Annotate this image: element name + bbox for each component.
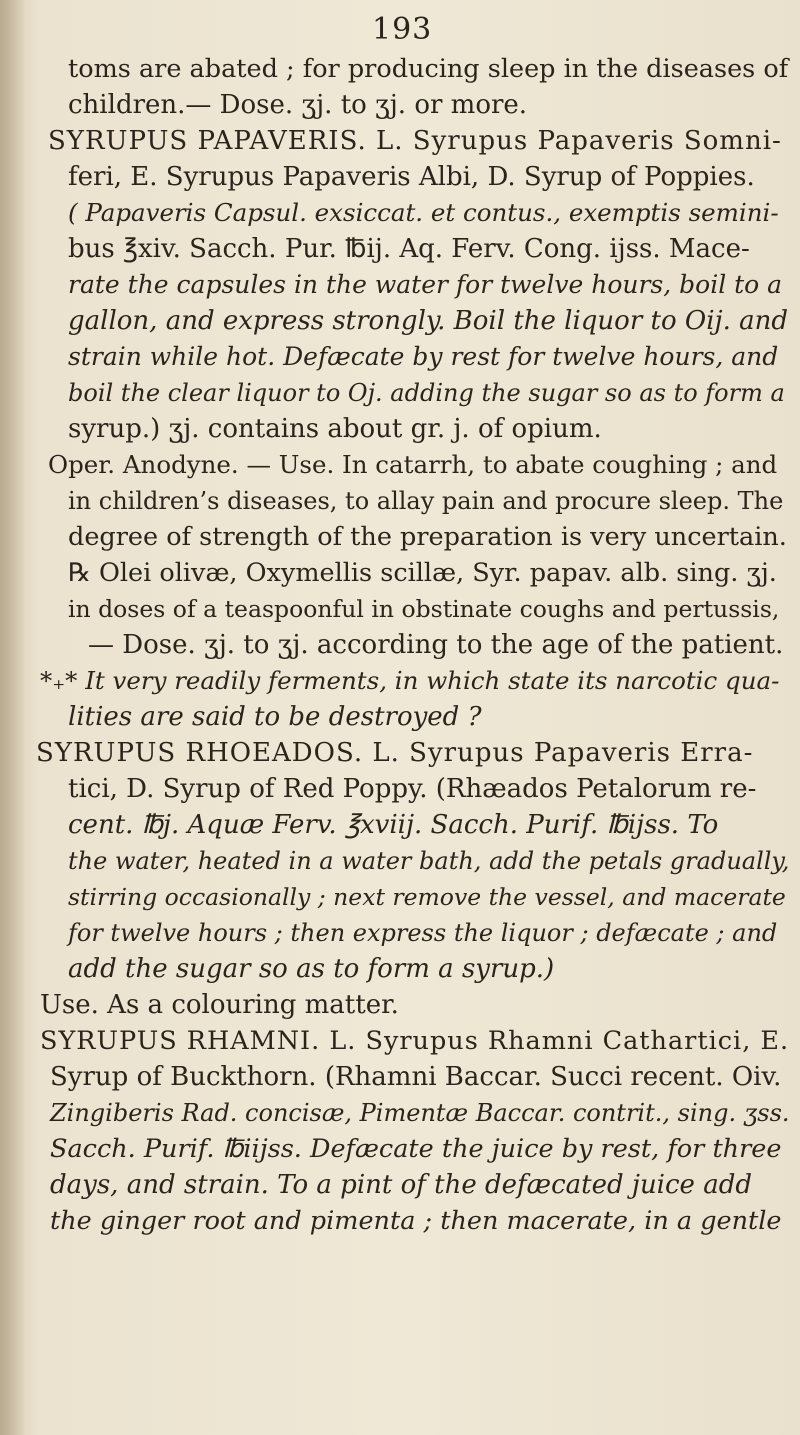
text-line: add the sugar so as to form a syrup.) <box>68 954 555 984</box>
text-line: Syrup of Buckthorn. (Rhamni Baccar. Succi recent. Oiv. <box>50 1062 782 1092</box>
text-line: in children’s diseases, to allay pain and procure sleep. The <box>68 487 784 515</box>
text-line: degree of strength of the preparation is very uncertain. <box>68 522 787 552</box>
text-line: days, and strain. To a pint of the defæcated juice add <box>50 1170 752 1200</box>
text-line: feri, E. Syrupus Papaveris Albi, D. Syrup of Poppies. <box>68 162 755 192</box>
entry-heading-line: SYRUPUS RHAMNI. L. Syrupus Rhamni Cathartici, E. <box>40 1026 790 1056</box>
text-line: rate the capsules in the water for twelve hours, boil to a <box>68 270 783 299</box>
text-line: for twelve hours ; then express the liquor ; defæcate ; and <box>68 919 778 947</box>
page-number: 193 <box>372 12 433 47</box>
entry-heading-line: SYRUPUS RHOEADOS. L. Syrupus Papaveris Erra- <box>36 738 754 768</box>
text-line: stirring occasionally ; next remove the vessel, and macerate <box>68 883 786 911</box>
text-line: the ginger root and pimenta ; then macerate, in a gentle <box>50 1206 782 1236</box>
text-line: syrup.) ʒj. contains about gr. j. of opium. <box>68 414 602 444</box>
text-line: tici, D. Syrup of Red Poppy. (Rhæados Petalorum re- <box>68 774 757 804</box>
binding-shadow <box>0 0 26 1435</box>
text-line: Sacch. Purif. ℔iijss. Defæcate the juice by rest, for three <box>50 1134 782 1164</box>
text-line: strain while hot. Defæcate by rest for twelve hours, and <box>68 342 779 371</box>
text-line: bus ℥xiv. Sacch. Pur. ℔ij. Aq. Ferv. Cong. ijss. Mace- <box>68 234 750 264</box>
text-line: Oper. Anodyne. — Use. In catarrh, to abate coughing ; and <box>48 450 778 479</box>
text-line: ℞ Olei olivæ, Oxymellis scillæ, Syr. papav. alb. sing. ʒj. <box>68 558 777 588</box>
text-line: lities are said to be destroyed ? <box>68 702 482 732</box>
text-line: cent. ℔j. Aquæ Ferv. ℥xviij. Sacch. Purif. ℔ijss. To <box>68 810 719 840</box>
text-line: ( Papaveris Capsul. exsiccat. et contus., exemptis semini- <box>68 198 779 227</box>
text-line: Zingiberis Rad. concisæ, Pimentæ Baccar. contrit., sing. ʒss. <box>50 1099 790 1127</box>
text-line: in doses of a teaspoonful in obstinate coughs and pertussis, <box>68 595 780 623</box>
text-line: toms are abated ; for producing sleep in the diseases of <box>68 54 789 84</box>
text-line: — Dose. ʒj. to ʒj. according to the age of the patient. <box>88 630 784 660</box>
text-line: children.— Dose. ʒj. to ʒj. or more. <box>68 90 528 120</box>
text-line: *₊* It very readily ferments, in which state its narcotic qua- <box>40 666 780 695</box>
text-line: gallon, and express strongly. Boil the liquor to Oij. and <box>68 306 789 336</box>
text-line: boil the clear liquor to Oj. adding the sugar so as to form a <box>68 379 785 407</box>
text-line: the water, heated in a water bath, add the petals gradually, <box>68 847 790 875</box>
text-line: Use. As a colouring matter. <box>40 990 399 1020</box>
entry-heading-line: SYRUPUS PAPAVERIS. L. Syrupus Papaveris Somni- <box>48 126 782 156</box>
